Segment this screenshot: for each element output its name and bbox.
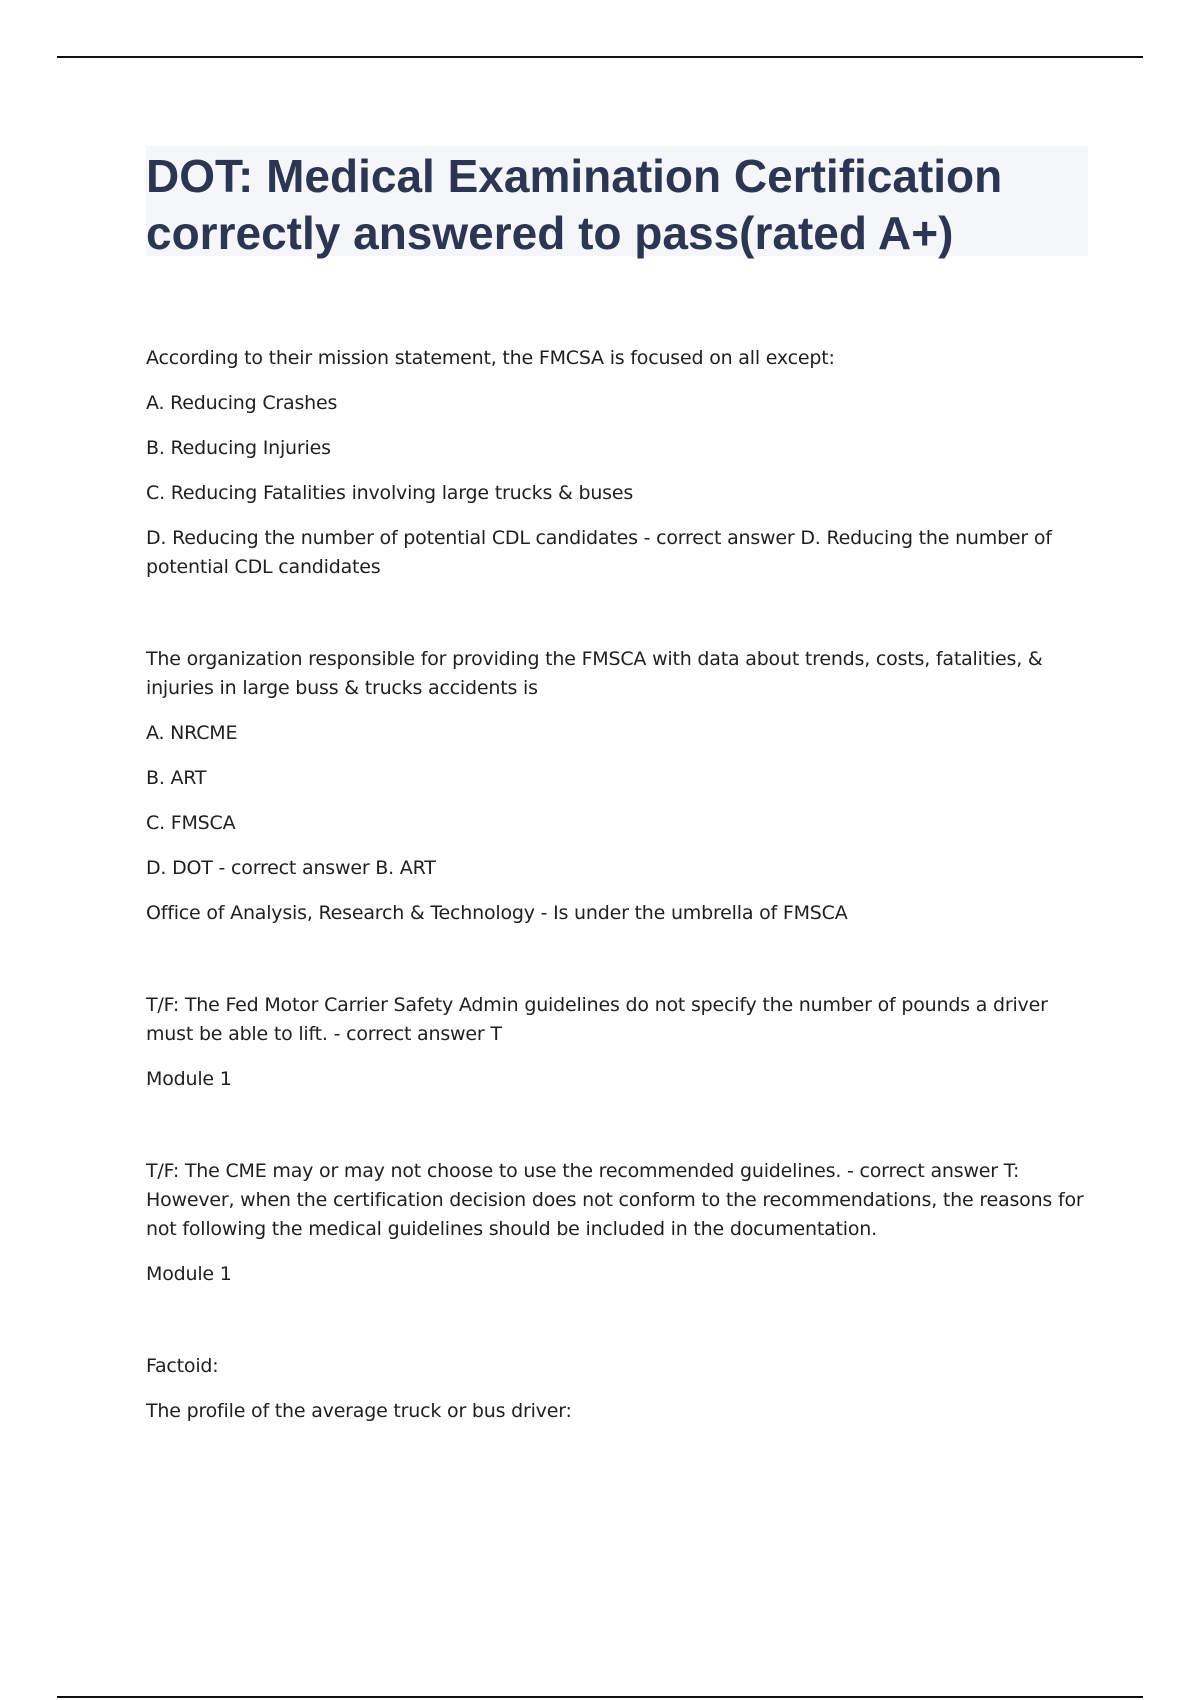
module-label: Module 1 bbox=[146, 1263, 232, 1285]
question-text: According to their mission statement, the FMCSA is focused on all except: bbox=[146, 347, 835, 369]
answer-option: D. DOT - correct answer B. ART bbox=[146, 857, 436, 879]
question-block-4 bbox=[146, 1157, 1086, 1289]
answer-option: C. FMSCA bbox=[146, 812, 236, 834]
answer-note: Office of Analysis, Research & Technology - Is under the umbrella of FMSCA bbox=[146, 902, 848, 924]
top-divider bbox=[57, 56, 1143, 58]
answer-option: A. Reducing Crashes bbox=[146, 392, 338, 414]
answer-option: A. NRCME bbox=[146, 722, 238, 744]
document-title: DOT: Medical Examination Certification correctly answered to pass(rated A+) bbox=[146, 150, 1003, 259]
document-body bbox=[146, 344, 1086, 1442]
answer-option: C. Reducing Fatalities involving large trucks & buses bbox=[146, 482, 634, 504]
block-spacer bbox=[146, 1110, 1086, 1157]
question-block-5 bbox=[146, 1352, 1086, 1426]
factoid-label: Factoid: bbox=[146, 1355, 219, 1377]
question-block-2 bbox=[146, 645, 1086, 928]
question-block-3 bbox=[146, 991, 1086, 1094]
answer-option: D. Reducing the number of potential CDL candidates - correct answer D. Reducing the number of potential CDL candidates bbox=[146, 527, 1052, 578]
question-text: T/F: The CME may or may not choose to use the recommended guidelines. - correct answer T: However, when the certification decision does not conform to the recommendations, the reasons for not following the medical guidelines should be included in the documentation. bbox=[146, 1160, 1084, 1240]
question-block-1 bbox=[146, 344, 1086, 582]
question-text: T/F: The Fed Motor Carrier Safety Admin guidelines do not specify the number of pounds a driver must be able to lift. - correct answer T bbox=[146, 994, 1048, 1045]
answer-option: B. ART bbox=[146, 767, 207, 789]
block-spacer bbox=[146, 1305, 1086, 1352]
block-spacer bbox=[146, 598, 1086, 645]
answer-option: B. Reducing Injuries bbox=[146, 437, 331, 459]
question-text: The organization responsible for providing the FMSCA with data about trends, costs, fatalities, & injuries in large buss & trucks accidents is bbox=[146, 648, 1043, 699]
block-spacer bbox=[146, 944, 1086, 991]
module-label: Module 1 bbox=[146, 1068, 232, 1090]
factoid-text: The profile of the average truck or bus driver: bbox=[146, 1400, 572, 1422]
bottom-divider bbox=[57, 1696, 1143, 1698]
